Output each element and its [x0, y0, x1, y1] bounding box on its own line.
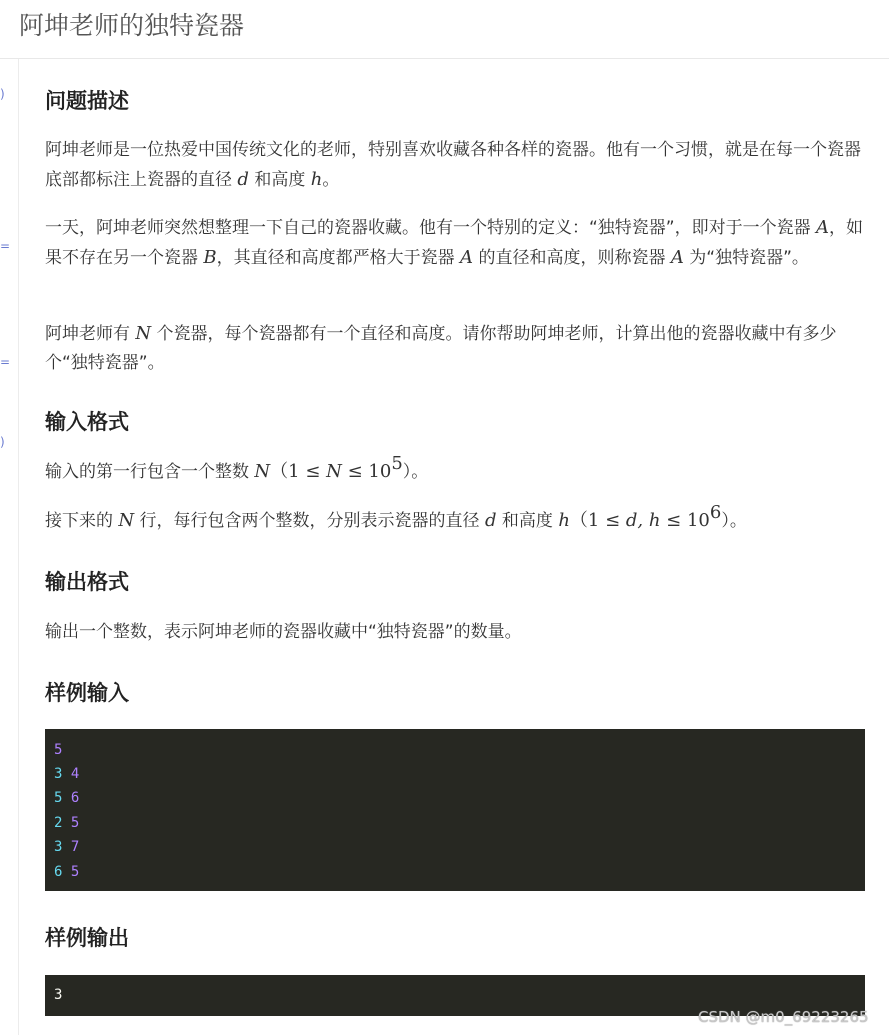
gutter-marker: ) — [0, 87, 5, 101]
section-heading-sample-input: 样例输入 — [45, 681, 129, 705]
gutter-marker: = — [0, 239, 11, 253]
description-paragraph-3: 阿坤老师有 N 个瓷器，每个瓷器都有一个直径和高度。请你帮助阿坤老师，计算出他的瓷器收藏中有多少个“独特瓷器”。 — [45, 323, 837, 373]
input-format-line-2: 接下来的 N 行，每行包含两个整数，分别表示瓷器的直径 d 和高度 h（1 ≤ d, $h \le 10^6$）。 — [45, 502, 747, 531]
watermark: CSDN @m0_69223265 — [698, 1008, 869, 1026]
section-heading-input-format: 输入格式 — [45, 410, 129, 434]
title-bar — [0, 0, 889, 59]
section-heading-sample-output: 样例输出 — [45, 926, 129, 950]
description-paragraph-2: 一天，阿坤老师突然想整理一下自己的瓷器收藏。他有一个特别的定义：“独特瓷器”，即对于一个瓷器 A，如果不存在另一个瓷器 B，其直径和高度都严格大于瓷器 A 的直径和高度，则称瓷器 A 为“独特瓷器”。 — [45, 217, 864, 268]
input-format-line-1: 输入的第一行包含一个整数 $N(1 \le N \le 10^5)$。 — [45, 453, 429, 482]
code-line: 3 — [54, 987, 63, 1003]
page-title: 阿坤老师的独特瓷器 — [19, 11, 245, 40]
sample-input-code-block — [45, 729, 865, 891]
code-line: 2 5 — [54, 815, 80, 831]
gutter-marker: ) — [0, 435, 5, 449]
code-line: 6 5 — [54, 864, 80, 880]
code-line: 3 7 — [54, 839, 80, 855]
section-heading-output-format: 输出格式 — [45, 570, 129, 594]
section-heading-description: 问题描述 — [45, 89, 129, 113]
code-line: 3 4 — [54, 766, 80, 782]
code-line: 5 6 — [54, 790, 80, 806]
gutter-marker: = — [0, 355, 11, 369]
code-line: 5 — [54, 742, 63, 758]
description-paragraph-1: 阿坤老师是一位热爱中国传统文化的老师，特别喜欢收藏各种各样的瓷器。他有一个习惯，就是在每一个瓷器底部都标注上瓷器的直径 d 和高度 h。 — [45, 140, 861, 190]
output-format-text: 输出一个整数，表示阿坤老师的瓷器收藏中“独特瓷器”的数量。 — [45, 622, 522, 642]
left-gutter — [0, 59, 19, 1035]
